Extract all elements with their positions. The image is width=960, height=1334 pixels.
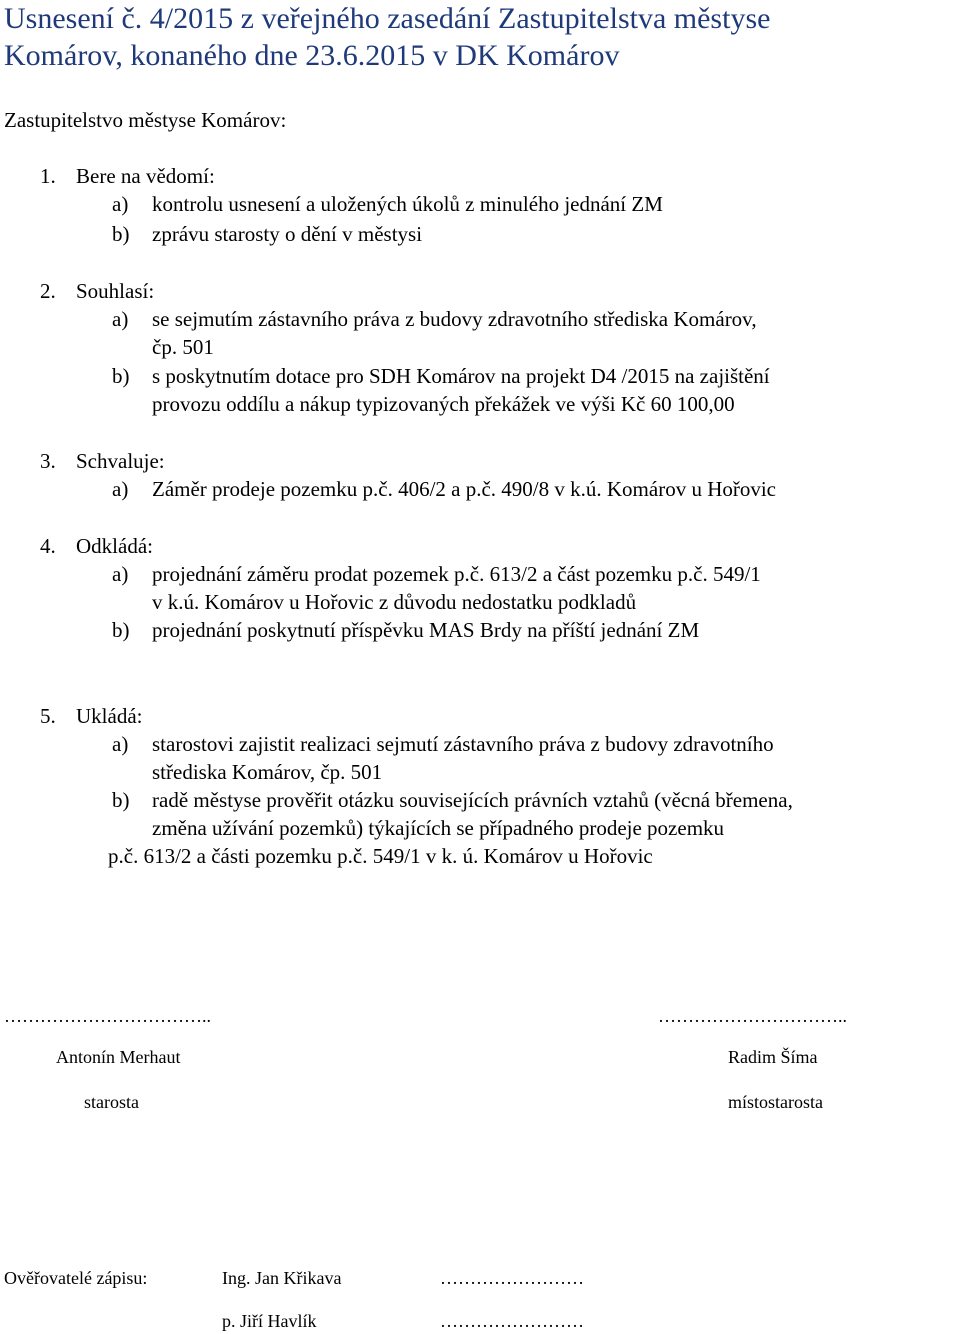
section-number: 1. — [40, 164, 56, 188]
section-number: 2. — [40, 279, 56, 303]
section-2-heading — [40, 277, 154, 305]
item-label: a) — [112, 307, 129, 331]
section-title: Bere na vědomí: — [76, 164, 215, 188]
section-number: 4. — [40, 534, 56, 558]
signatory-role-right: místostarosta — [728, 1092, 823, 1112]
item-label: a) — [112, 562, 129, 586]
section-3-item-a — [112, 475, 956, 503]
item-text: kontrolu usnesení a uložených úkolů z minulého jednání ZM — [152, 192, 663, 216]
section-number: 3. — [40, 449, 56, 473]
section-2-item-b — [112, 362, 956, 418]
section-4-item-b — [112, 616, 956, 644]
item-label: b) — [112, 364, 130, 388]
title-line-1: Usnesení č. 4/2015 z veřejného zasedání Zastupitelstva městyse — [4, 2, 771, 35]
section-number: 5. — [40, 704, 56, 728]
item-text-line-1: projednání záměru prodat pozemek p.č. 613/2 a část pozemku p.č. 549/1 — [152, 562, 761, 586]
section-1-heading — [40, 162, 215, 190]
item-label: a) — [112, 732, 129, 756]
signature-line-right: ………………………….. — [658, 1006, 847, 1026]
section-1-item-b — [112, 220, 956, 248]
item-label: b) — [112, 222, 130, 246]
signatory-role-left: starosta — [84, 1092, 139, 1112]
verifiers-label: Ověřovatelé zápisu: — [4, 1268, 148, 1288]
signature-line-left: …………………………….. — [4, 1006, 211, 1026]
item-text-line-3: p.č. 613/2 a části pozemku p.č. 549/1 v k. ú. Komárov u Hořovic — [108, 844, 653, 868]
item-text-line-1: se sejmutím zástavního práva z budovy zdravotního střediska Komárov, — [152, 307, 757, 331]
section-title: Schvaluje: — [76, 449, 165, 473]
section-3-heading — [40, 447, 165, 475]
item-label: a) — [112, 192, 129, 216]
verifier-name-1: Ing. Jan Křikava — [222, 1268, 342, 1288]
item-label: b) — [112, 618, 130, 642]
item-text-line-2: změna užívání pozemků) týkajících se případného prodeje pozemku — [152, 816, 725, 840]
item-text-line-1: s poskytnutím dotace pro SDH Komárov na projekt D4 /2015 na zajištění — [152, 364, 770, 388]
item-text-line-2: v k.ú. Komárov u Hořovic z důvodu nedostatku podkladů — [152, 590, 637, 614]
section-2-item-a — [112, 305, 956, 361]
item-text: zprávu starosty o dění v městysi — [152, 222, 423, 246]
document-title — [4, 0, 954, 74]
section-5-heading — [40, 702, 142, 730]
item-text: projednání poskytnutí příspěvku MAS Brdy na příští jednání ZM — [152, 618, 700, 642]
item-text-line-1: starostovi zajistit realizaci sejmutí zástavního práva z budovy zdravotního — [152, 732, 774, 756]
item-label: b) — [112, 788, 130, 812]
verifier-name-2: p. Jiří Havlík — [222, 1311, 317, 1331]
section-5-item-b — [108, 786, 956, 870]
section-title: Odkládá: — [76, 534, 153, 558]
item-text-line-2: čp. 501 — [152, 335, 214, 359]
section-1-item-a — [112, 190, 956, 218]
item-text-line-2: střediska Komárov, čp. 501 — [152, 760, 383, 784]
signatory-name-right: Radim Šíma — [728, 1047, 818, 1067]
item-text-line-1: radě městyse prověřit otázku souvisejících právních vztahů (věcná břemena, — [152, 788, 793, 812]
item-text: Záměr prodeje pozemku p.č. 406/2 a p.č. 490/8 v k.ú. Komárov u Hořovic — [152, 477, 777, 501]
section-4-item-a — [112, 560, 956, 616]
signatory-name-left: Antonín Merhaut — [56, 1047, 181, 1067]
verifier-signature-line-1: …………………… — [440, 1268, 584, 1288]
section-5-item-a — [112, 730, 956, 786]
verifier-signature-line-2: …………………… — [440, 1311, 584, 1331]
item-label: a) — [112, 477, 129, 501]
intro-line: Zastupitelstvo městyse Komárov: — [4, 108, 287, 132]
title-line-2: Komárov, konaného dne 23.6.2015 v DK Komárov — [4, 39, 620, 72]
item-text-line-2: provozu oddílu a nákup typizovaných překážek ve výši Kč 60 100,00 — [152, 392, 735, 416]
section-4-heading — [40, 532, 153, 560]
section-title: Ukládá: — [76, 704, 143, 728]
section-title: Souhlasí: — [76, 279, 155, 303]
